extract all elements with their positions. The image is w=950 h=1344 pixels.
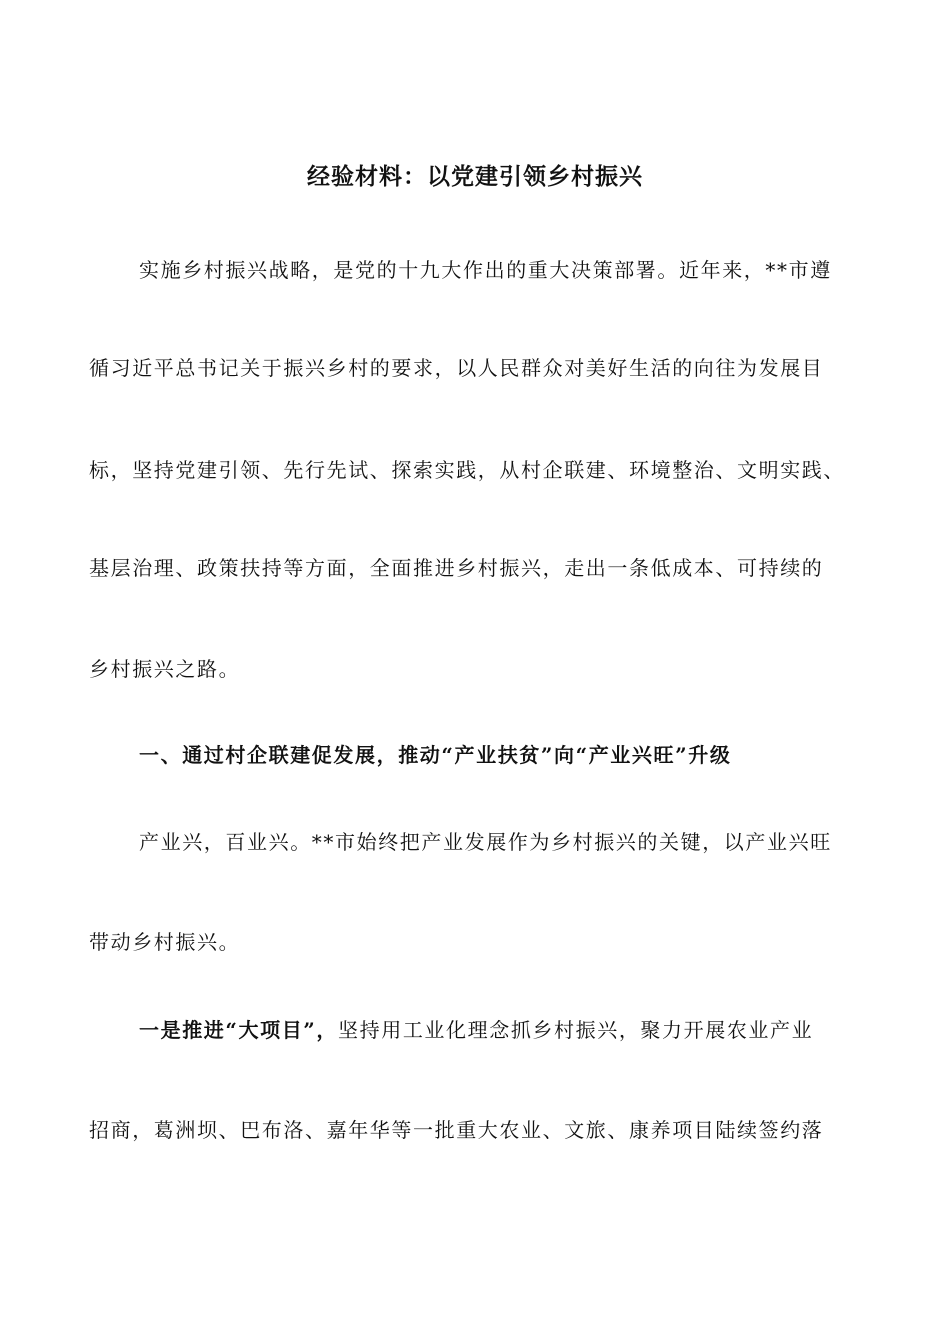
paragraph-line: 乡村振兴之路。 — [89, 657, 241, 681]
paragraph-line: 实施乡村振兴战略，是党的十九大作出的重大决策部署。近年来，**市遵 — [139, 258, 832, 282]
paragraph-line — [139, 1014, 813, 1043]
section-heading: 一、通过村企联建促发展，推动“产业扶贫”向“产业兴旺”升级 — [139, 743, 732, 767]
paragraph-line: 标，坚持党建引领、先行先试、探索实践，从村企联建、环境整治、文明实践、 — [89, 458, 845, 482]
paragraph-line: 基层治理、政策扶持等方面，全面推进乡村振兴，走出一条低成本、可持续的 — [89, 556, 824, 580]
paragraph-line: 带动乡村振兴。 — [89, 930, 241, 954]
paragraph-line: 招商，葛洲坝、巴布洛、嘉年华等一批重大农业、文旅、康养项目陆续签约落 — [89, 1118, 824, 1142]
paragraph-line: 循习近平总书记关于振兴乡村的要求，以人民群众对美好生活的向往为发展目 — [89, 356, 824, 380]
point-text: 坚持用工业化理念抓乡村振兴，聚力开展农业产业 — [338, 1018, 814, 1042]
paragraph-line: 产业兴，百业兴。**市始终把产业发展作为乡村振兴的关键，以产业兴旺 — [139, 830, 832, 854]
point-lead: 一是推进“大项目”， — [139, 1018, 339, 1042]
document-title: 经验材料：以党建引领乡村振兴 — [307, 163, 643, 190]
